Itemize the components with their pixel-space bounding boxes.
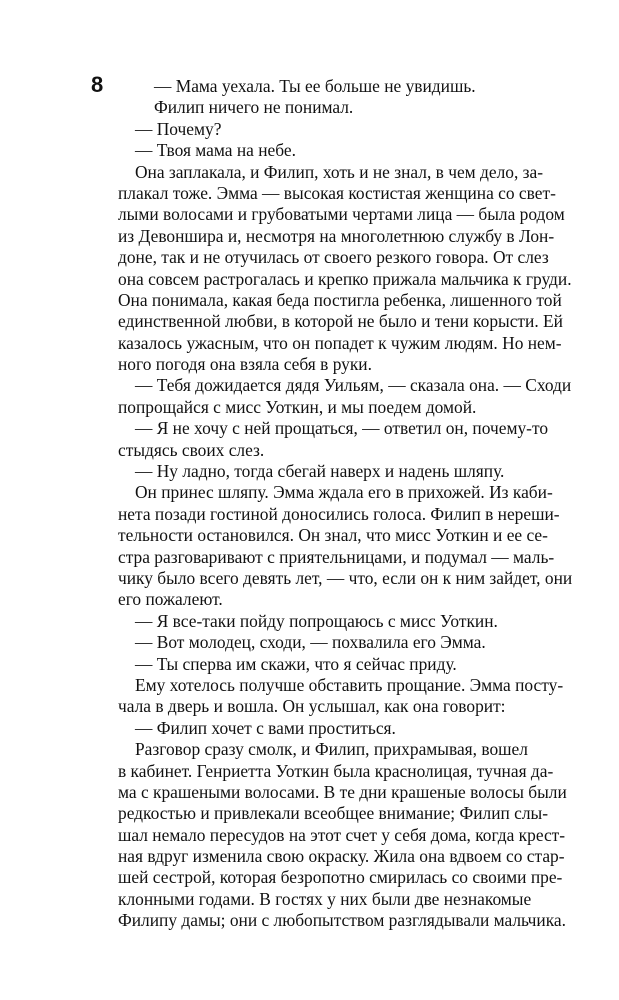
text-line: чику было всего девять лет, — что, если он к ним зайдет, они [118,567,573,588]
text-line: нета позади гостиной доносились голоса. Филип в нереши- [118,503,560,524]
text-line: — Тебя дожидается дядя Уильям, — сказала она. — Сходи [135,375,572,396]
text-line: — Почему? [135,118,222,139]
text-line: казалось ужасным, что он попадет к чужим людям. Но нем- [118,332,562,353]
body-text [118,76,573,932]
text-line: Разговор сразу смолк, и Филип, прихрамывая, вошел [135,739,528,760]
text-line: доне, так и не отучилась от своего резкого говора. От слез [118,247,549,268]
text-line: его пожалеют. [118,589,223,610]
text-line: клонными годами. В гостях у них были две незнакомые [118,888,532,909]
text-line: шей сестрой, которая безропотно смирилась со своими пре- [118,867,563,888]
text-line: она совсем растрогалась и крепко прижала мальчика к груди. [118,268,572,289]
text-line: Ему хотелось получше обставить прощание. Эмма посту- [135,674,564,695]
text-line: лыми волосами и грубоватыми чертами лица — была родом [118,204,565,225]
text-line: в кабинет. Генриетта Уоткин была краснолицая, тучная да- [118,760,554,781]
text-line: Филипу дамы; они с любопытством разглядывали мальчика. [118,910,566,931]
text-line: чала в дверь и вошла. Он услышал, как она говорит: [118,696,506,717]
text-line: стыдясь своих слез. [118,439,265,460]
text-line: — Я все-таки пойду попрощаюсь с мисс Уоткин. [135,610,498,631]
text-line: — Мама уехала. Ты ее больше не увидишь. [154,76,476,96]
text-line: Он принес шляпу. Эмма ждала его в прихожей. Из каби- [135,482,553,503]
page-number: 8 [91,72,104,97]
text-line: — Твоя мама на небе. [135,140,296,161]
text-line: — Ты сперва им скажи, что я сейчас приду. [135,653,457,674]
text-line: ная вдруг изменила свою окраску. Жила она вдвоем со стар- [118,846,565,867]
text-line: — Вот молодец, сходи, — похвалила его Эмма. [135,632,486,653]
text-line: шал немало пересудов на этот счет у себя дома, когда крест- [118,824,566,845]
text-line: ма с крашеными волосами. В те дни крашеные волосы были [118,781,567,802]
text-line: плакал тоже. Эмма — высокая костистая женщина со свет- [118,182,556,203]
text-line: единственной любви, в которой не было и тени корысти. Ей [118,311,563,332]
text-line: тельности остановился. Он знал, что мисс Уоткин и ее се- [118,525,548,546]
text-line: стра разговаривают с приятельницами, и подумал — маль- [118,546,555,567]
text-line: — Филип хочет с вами проститься. [135,717,396,738]
text-line: Она понимала, какая беда постигла ребенка, лишенного той [118,289,562,310]
text-line: редкостью и привлекали всеобщее внимание; Филип слы- [118,803,549,824]
text-line: попрощайся с мисс Уоткин, и мы поедем домой. [118,396,477,417]
text-line: — Я не хочу с ней прощаться, — ответил он, почему-то [135,418,549,439]
text-line: Она заплакала, и Филип, хоть и не знал, в чем дело, за- [135,161,544,182]
text-line: Филип ничего не понимал. [154,97,354,118]
text-line: из Девоншира и, несмотря на многолетнюю службу в Лон- [118,225,555,246]
text-line: — Ну ладно, тогда сбегай наверх и надень шляпу. [135,461,505,482]
text-line: ного погодя она взяла себя в руки. [118,354,372,375]
